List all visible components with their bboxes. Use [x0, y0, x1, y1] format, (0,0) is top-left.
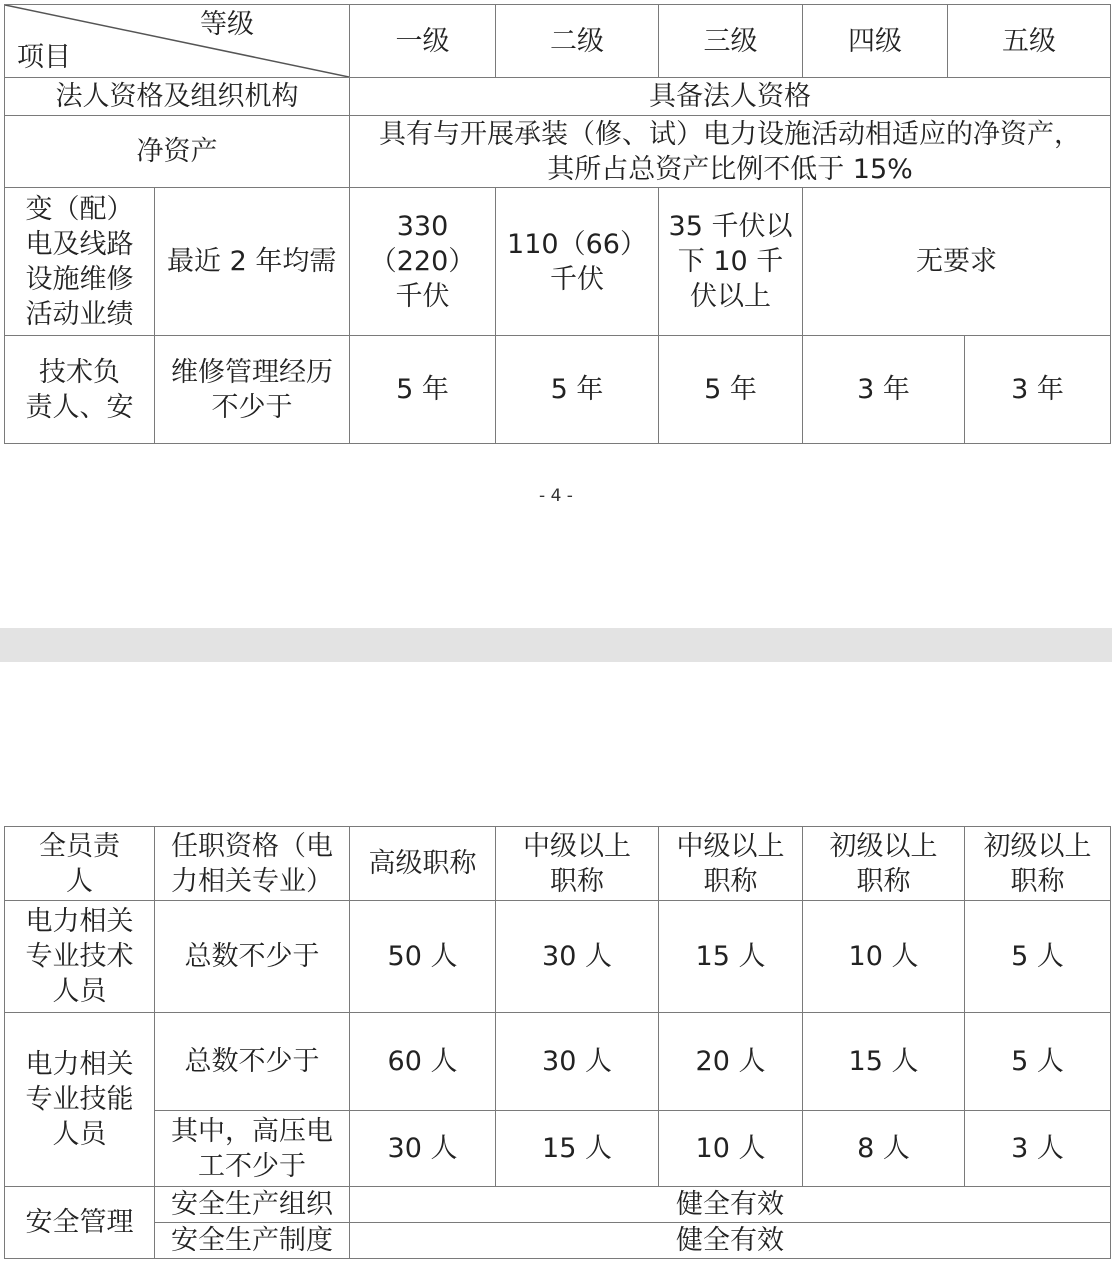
safety-lead-label: 全员责 人 [5, 827, 155, 901]
tech-lead-label: 技术负 责人、安 [5, 336, 155, 444]
safety-lead-grade-4: 初级以上 职称 [803, 827, 965, 901]
safety-lead-grade-5: 初级以上 职称 [965, 827, 1111, 901]
grade-5-header: 五级 [1002, 25, 1056, 57]
header-diagonal-cell [5, 5, 350, 78]
skill-staff-hv-grade-1: 30 人 [350, 1111, 496, 1187]
item-header: 项目 [17, 42, 71, 73]
tech-lead-grade-5: 3 年 [965, 336, 1111, 444]
qualification-table-bottom [4, 826, 1111, 1259]
tech-staff-sub: 总数不少于 [155, 901, 350, 1013]
tech-staff-label: 电力相关 专业技术 人员 [5, 901, 155, 1013]
performance-grade-3: 35 千伏以 下 10 千 伏以上 [659, 188, 803, 336]
safety-org-label: 安全生产组织 [155, 1187, 350, 1223]
safety-lead-sub: 任职资格（电 力相关专业） [155, 827, 350, 901]
net-assets-label: 净资产 [5, 116, 350, 188]
tech-staff-grade-4: 10 人 [803, 901, 965, 1013]
qualification-table-top [4, 4, 1111, 444]
safety-lead-grade-1: 高级职称 [350, 827, 496, 901]
grade-2-header: 二级 [496, 5, 659, 78]
grade-3-header: 三级 [659, 5, 803, 78]
tech-staff-grade-3: 15 人 [659, 901, 803, 1013]
skill-staff-total-grade-1: 60 人 [350, 1013, 496, 1111]
performance-sub: 最近 2 年均需 [155, 188, 350, 336]
performance-label: 变（配） 电及线路 设施维修 活动业绩 [5, 188, 155, 336]
safety-lead-grade-3: 中级以上 职称 [659, 827, 803, 901]
tech-lead-grade-3: 5 年 [659, 336, 803, 444]
safety-label: 安全管理 [5, 1187, 155, 1259]
skill-staff-total-grade-3: 20 人 [659, 1013, 803, 1111]
safety-org-value: 健全有效 [350, 1187, 1111, 1223]
tech-lead-sub: 维修管理经历 不少于 [155, 336, 350, 444]
page-separator [0, 628, 1112, 662]
safety-sys-value: 健全有效 [350, 1223, 1111, 1259]
page-number: - 4 - [539, 486, 573, 506]
grade-1-header: 一级 [350, 5, 496, 78]
legal-label: 法人资格及组织机构 [5, 78, 350, 116]
tech-staff-grade-2: 30 人 [496, 901, 659, 1013]
tech-lead-grade-2: 5 年 [496, 336, 659, 444]
grade-4-5-header [803, 5, 1111, 78]
grade-header: 等级 [200, 9, 254, 40]
skill-staff-total-grade-2: 30 人 [496, 1013, 659, 1111]
skill-staff-sub-hv: 其中，高压电 工不少于 [155, 1111, 350, 1187]
skill-staff-total-grade-5: 5 人 [965, 1013, 1111, 1111]
safety-sys-label: 安全生产制度 [155, 1223, 350, 1259]
skill-staff-hv-grade-4: 8 人 [803, 1111, 965, 1187]
safety-lead-grade-2: 中级以上 职称 [496, 827, 659, 901]
performance-grade-4-5: 无要求 [803, 188, 1111, 336]
tech-lead-grade-4: 3 年 [803, 336, 965, 444]
skill-staff-hv-grade-5: 3 人 [965, 1111, 1111, 1187]
tech-lead-grade-1: 5 年 [350, 336, 496, 444]
skill-staff-label: 电力相关 专业技能 人员 [5, 1013, 155, 1187]
tech-staff-grade-1: 50 人 [350, 901, 496, 1013]
skill-staff-total-grade-4: 15 人 [803, 1013, 965, 1111]
skill-staff-sub-total: 总数不少于 [155, 1013, 350, 1111]
grade-4-header: 四级 [803, 5, 948, 77]
net-assets-value: 具有与开展承装（修、试）电力设施活动相适应的净资产， 其所占总资产比例不低于 15% [350, 116, 1111, 188]
skill-staff-hv-grade-2: 15 人 [496, 1111, 659, 1187]
skill-staff-hv-grade-3: 10 人 [659, 1111, 803, 1187]
legal-value: 具备法人资格 [350, 78, 1111, 116]
tech-staff-grade-5: 5 人 [965, 901, 1111, 1013]
performance-grade-1: 330（220） 千伏 [350, 188, 496, 336]
performance-grade-2: 110（66） 千伏 [496, 188, 659, 336]
